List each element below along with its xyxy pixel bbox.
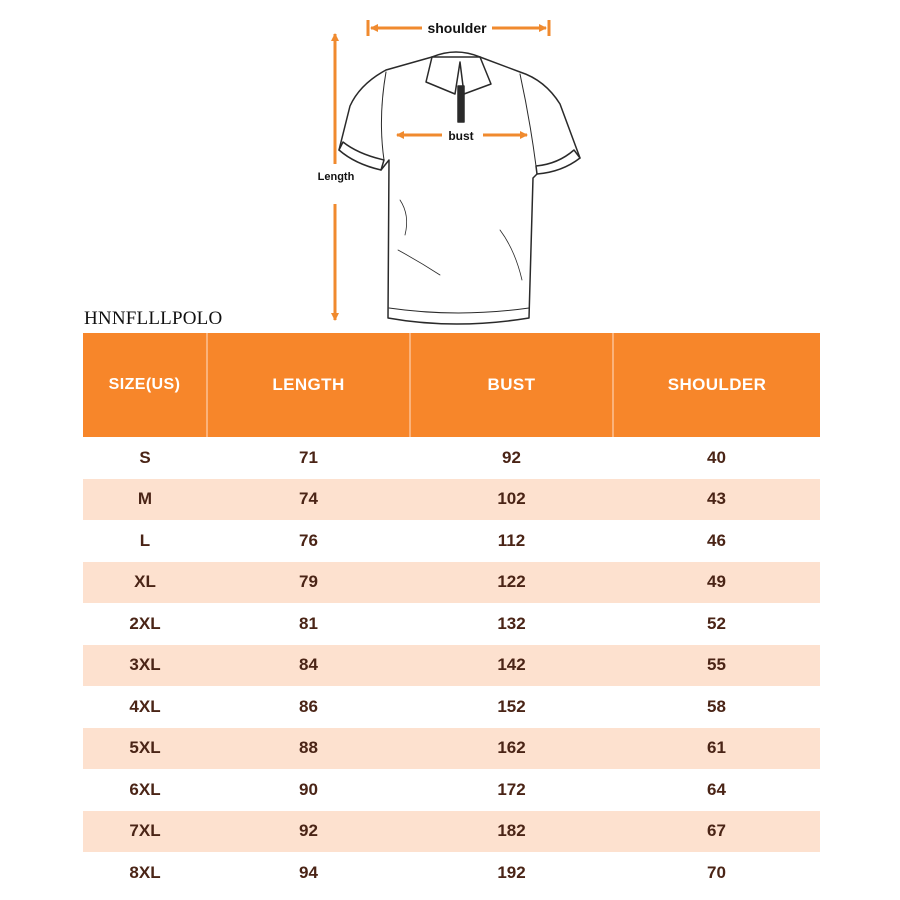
table-row	[83, 603, 820, 645]
length-cell: 86	[299, 696, 318, 716]
header-length: LENGTH	[207, 333, 410, 437]
table-row	[83, 852, 820, 894]
size-cell: L	[139, 530, 151, 550]
bust-cell: 142	[410, 645, 613, 687]
length-cell: 84	[207, 645, 410, 687]
size-cell: M	[83, 479, 207, 521]
length-cell: 81	[299, 613, 318, 633]
header-size: SIZE(US)	[83, 333, 207, 437]
shoulder-cell: 61	[613, 728, 820, 770]
size-cell: XL	[83, 562, 207, 604]
shoulder-cell: 58	[707, 696, 726, 716]
length-cell: 79	[207, 562, 410, 604]
shoulder-measure	[368, 20, 549, 36]
header-shoulder: SHOULDER	[613, 333, 820, 437]
size-cell: 4XL	[129, 696, 161, 716]
length-cell: 90	[299, 779, 318, 799]
shoulder-cell: 43	[613, 479, 820, 521]
size-cell: S	[139, 447, 151, 467]
length-cell: 74	[207, 479, 410, 521]
shoulder-cell: 67	[613, 811, 820, 853]
length-cell: 88	[207, 728, 410, 770]
table-row	[83, 728, 820, 770]
table-row	[83, 520, 820, 562]
length-cell: 94	[299, 862, 318, 882]
shoulder-cell: 70	[707, 862, 726, 882]
bust-cell: 152	[497, 696, 526, 716]
bust-cell: 122	[410, 562, 613, 604]
length-label: Length	[317, 171, 355, 183]
table-row	[83, 811, 820, 853]
shoulder-cell: 46	[707, 530, 726, 550]
length-cell: 71	[299, 447, 318, 467]
bust-cell: 132	[497, 613, 526, 633]
shoulder-cell: 52	[707, 613, 726, 633]
table-row	[83, 686, 820, 728]
size-cell: 6XL	[129, 779, 161, 799]
size-cell: 2XL	[129, 613, 161, 633]
bust-cell: 182	[410, 811, 613, 853]
shoulder-cell: 40	[707, 447, 726, 467]
size-cell: 7XL	[83, 811, 207, 853]
shoulder-cell: 64	[707, 779, 726, 799]
size-cell: 5XL	[83, 728, 207, 770]
brand-name: HNNFLLLPOLO	[84, 308, 223, 329]
bust-label: bust	[448, 129, 474, 143]
size-chart-table	[83, 333, 820, 894]
size-cell: 8XL	[129, 862, 161, 882]
table-row	[83, 769, 820, 811]
table-row	[83, 437, 820, 479]
polo-shirt-size-diagram	[0, 0, 900, 330]
shoulder-cell: 55	[613, 645, 820, 687]
bust-cell: 172	[497, 779, 526, 799]
table-row	[83, 562, 820, 604]
bust-cell: 112	[497, 530, 526, 550]
polo-shirt-illustration	[339, 52, 580, 324]
length-cell: 76	[299, 530, 318, 550]
size-rows	[83, 437, 820, 894]
size-cell: 3XL	[83, 645, 207, 687]
bust-cell: 92	[502, 447, 521, 467]
bust-cell: 102	[410, 479, 613, 521]
zipper-placket	[458, 86, 464, 122]
bust-cell: 192	[497, 862, 526, 882]
shoulder-label: shoulder	[427, 20, 487, 36]
shoulder-cell: 49	[613, 562, 820, 604]
table-row	[83, 645, 820, 687]
length-cell: 92	[207, 811, 410, 853]
length-measure	[318, 34, 355, 320]
header-bust: BUST	[410, 333, 613, 437]
table-header-row	[83, 333, 820, 437]
table-row	[83, 479, 820, 521]
bust-cell: 162	[410, 728, 613, 770]
